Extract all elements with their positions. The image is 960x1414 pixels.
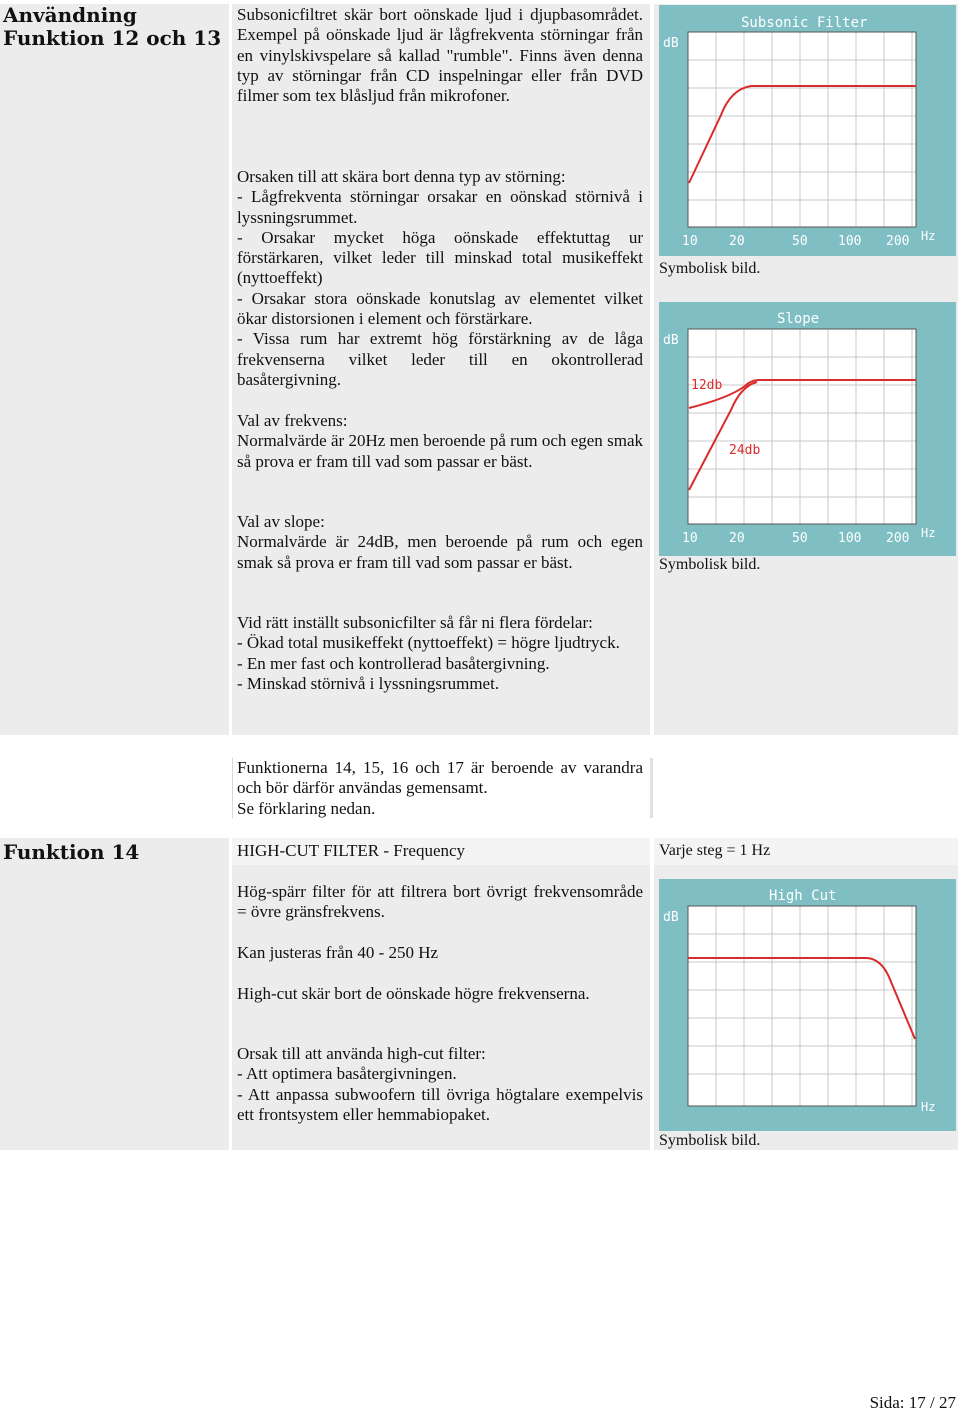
slope-figure bbox=[659, 302, 956, 556]
section2-paragraph-2: Kan justeras från 40 - 250 Hz bbox=[237, 943, 439, 962]
figure-caption-slope: Symbolisk bild. bbox=[659, 556, 761, 573]
note-line: Funktionerna 14, 15, 16 och 17 är beroende av varandra och bör därför användas gemensamt. bbox=[237, 758, 643, 798]
y-unit-label: dB bbox=[663, 36, 679, 51]
section1-paragraph-1: Subsonicfiltret skär bort oönskade ljud i djupbasområdet. Exempel på oönskade ljud är lågfrekventa störningar från en vinylskivspelare så kallad "rumble". Finns även denna typ av störningar från CD inspelningar eller från DVD filmer som tex blåsljud från mikrofoner. bbox=[237, 5, 643, 106]
page-number: Sida: 17 / 27 bbox=[869, 1393, 956, 1412]
section1-paragraph-5-line: - Ökad total musikeffekt (nyttoeffekt) = högre ljudtryck. bbox=[237, 633, 620, 653]
slope-24db-label: 24db bbox=[729, 443, 761, 458]
x-tick-label: 200 bbox=[886, 531, 910, 546]
section2-paragraph-4-line: Orsak till att använda high-cut filter: bbox=[237, 1044, 486, 1063]
x-unit-label: Hz bbox=[921, 1100, 936, 1114]
section1-heading bbox=[3, 4, 228, 50]
section2-paragraph-4-line: - Att optimera basåtergivningen. bbox=[237, 1064, 457, 1084]
section2-paragraph-4 bbox=[237, 1044, 643, 1125]
section1-paragraph-2-line: - Vissa rum har extremt hög förstärkning av de låga frekvenserna vilket leder till en okontrollerad basåtergivning. bbox=[237, 329, 643, 389]
x-tick-label: 200 bbox=[886, 234, 910, 249]
section2-title: HIGH-CUT FILTER - Frequency bbox=[237, 841, 466, 860]
section1-paragraph-2-line: - Orsakar mycket höga oönskade effektuttag ur förstärkaren, vilket leder till minskad total musikeffekt (nyttoeffekt) bbox=[237, 227, 643, 288]
x-tick-label: 10 bbox=[682, 234, 698, 249]
section1-paragraph-4 bbox=[237, 512, 643, 573]
figure-title: Slope bbox=[777, 311, 820, 327]
subsonic-filter-figure bbox=[659, 5, 956, 256]
x-tick-label: 20 bbox=[729, 234, 745, 249]
y-unit-label: dB bbox=[663, 910, 679, 925]
note-line: Se förklaring nedan. bbox=[237, 798, 376, 818]
section1-paragraph-3-line: Normalvärde är 20Hz men beroende på rum och egen smak så prova er fram till vad som passar er bäst. bbox=[237, 431, 643, 471]
x-tick-label: 10 bbox=[682, 531, 698, 546]
x-tick-label: 50 bbox=[792, 234, 808, 249]
section1-paragraph-2-line: - Orsakar stora oönskade konutslag av elementet vilket ökar distorsionen i element och förstärkare. bbox=[237, 288, 643, 329]
x-tick-label: 100 bbox=[838, 531, 862, 546]
x-tick-label: 50 bbox=[792, 531, 808, 546]
y-unit-label: dB bbox=[663, 333, 679, 348]
section1-paragraph-2-line: Orsaken till att skära bort denna typ av störning: bbox=[237, 167, 566, 186]
note-right-border bbox=[650, 758, 653, 818]
note-paragraph bbox=[237, 758, 643, 819]
section1-paragraph-3 bbox=[237, 411, 643, 472]
figure-caption-subsonic: Symbolisk bild. bbox=[659, 260, 761, 277]
x-unit-label: Hz bbox=[921, 526, 936, 540]
x-tick-label: 100 bbox=[838, 234, 862, 249]
section1-paragraph-4-line: Normalvärde är 24dB, men beroende på rum och egen smak så prova er fram till vad som passar er bäst. bbox=[237, 532, 643, 572]
slope-12db-label: 12db bbox=[691, 378, 723, 393]
section2-paragraph-3: High-cut skär bort de oönskade högre frekvenserna. bbox=[237, 984, 590, 1003]
section1-heading-line1: Användning bbox=[3, 3, 137, 27]
section1-paragraph-5-line: - Minskad störnivå i lyssningsrummet. bbox=[237, 673, 500, 693]
section2-heading: Funktion 14 bbox=[3, 840, 140, 864]
section1-paragraph-2-line: - Lågfrekventa störningar orsakar en oönskad störnivå i lyssningsrummet. bbox=[237, 187, 643, 227]
section2-paragraph-4-line: - Att anpassa subwoofern till övriga högtalare exempelvis ett frontsystem eller hemmabiopaket. bbox=[237, 1084, 643, 1124]
section2-left-panel bbox=[0, 838, 229, 1150]
figure-title: Subsonic Filter bbox=[741, 15, 868, 31]
x-unit-label: Hz bbox=[921, 229, 936, 243]
plot-area bbox=[688, 906, 916, 1106]
section1-paragraph-3-line: Val av frekvens: bbox=[237, 411, 348, 430]
figure-title: High Cut bbox=[769, 888, 837, 904]
section1-heading-line2: Funktion 12 och 13 bbox=[3, 26, 222, 50]
section1-paragraph-5-line: Vid rätt inställt subsonicfilter så får ni flera fördelar: bbox=[237, 613, 593, 632]
section2-paragraph-1: Hög-spärr filter för att filtrera bort övrigt frekvensområde = övre gränsfrekvens. bbox=[237, 882, 643, 922]
high-cut-figure bbox=[659, 879, 956, 1131]
section1-paragraph-4-line: Val av slope: bbox=[237, 512, 325, 531]
section1-paragraph-5 bbox=[237, 613, 643, 694]
figure-caption-high-cut: Symbolisk bild. bbox=[659, 1132, 761, 1149]
plot-area bbox=[688, 32, 916, 227]
step-note: Varje steg = 1 Hz bbox=[659, 842, 771, 859]
section1-paragraph-2 bbox=[237, 167, 643, 390]
note-left-border bbox=[232, 758, 233, 818]
section1-paragraph-5-line: - En mer fast och kontrollerad basåtergivning. bbox=[237, 653, 550, 673]
x-tick-label: 20 bbox=[729, 531, 745, 546]
section1-left-panel bbox=[0, 4, 229, 735]
